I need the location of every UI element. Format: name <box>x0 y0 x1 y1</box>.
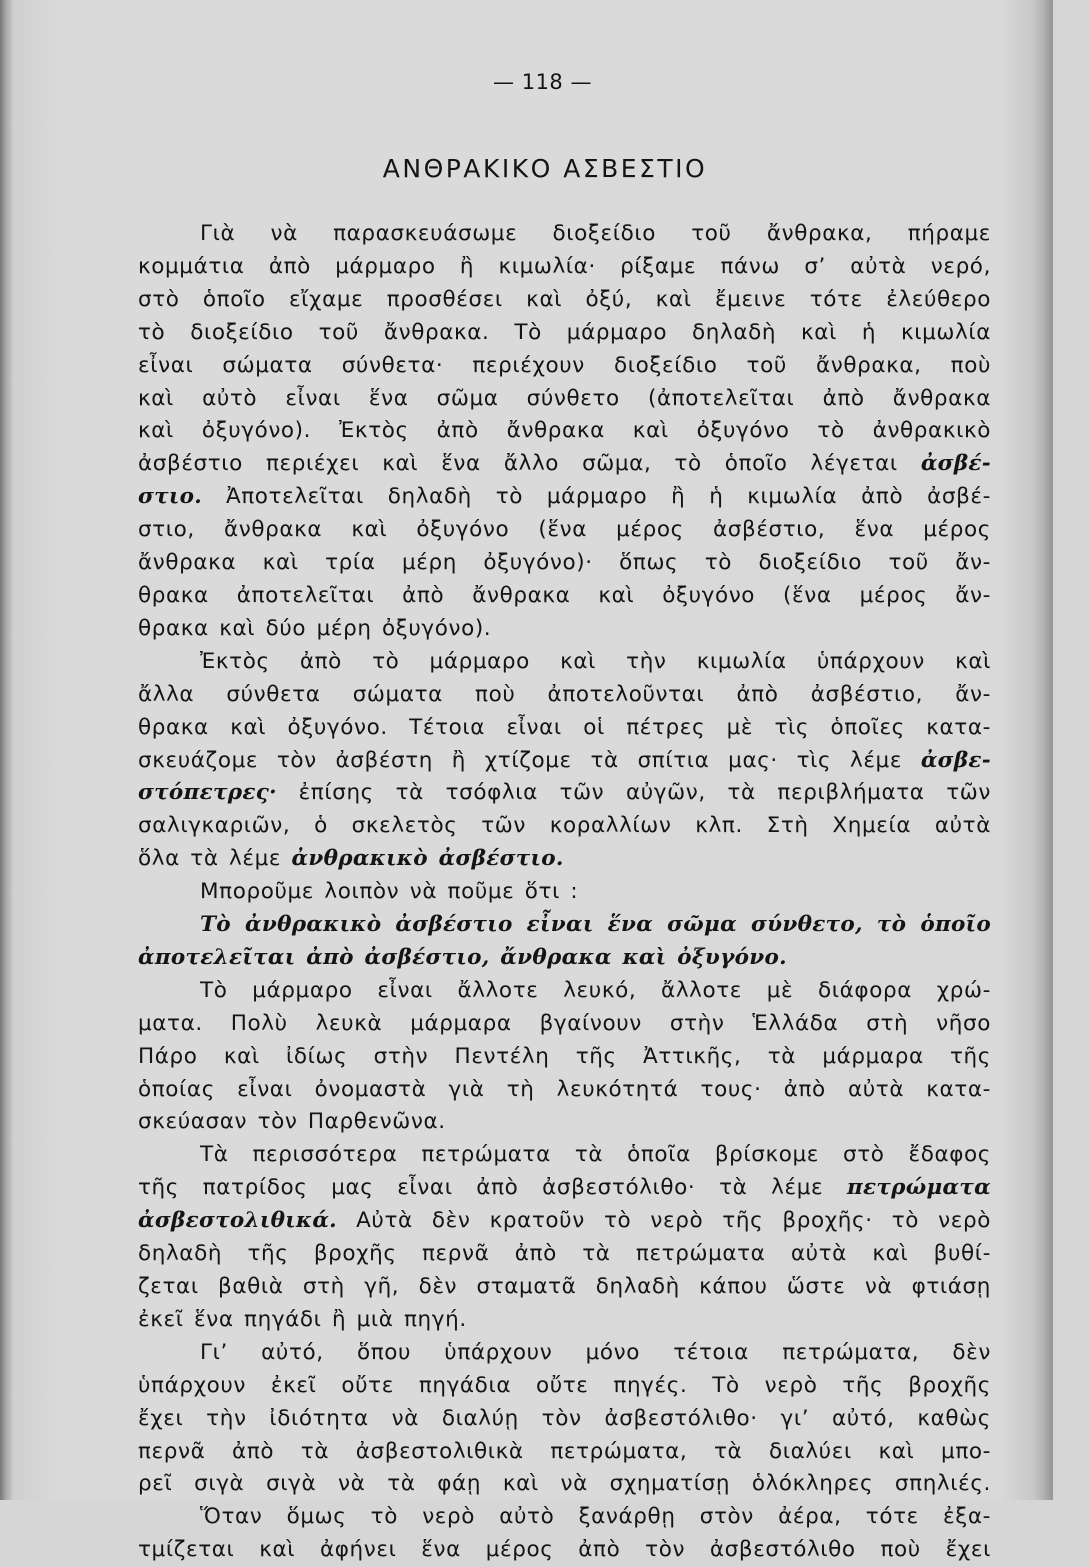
text-line: καὶ ὀξυγόνο). Ἐκτὸς ἀπὸ ἄνθρακα καὶ ὀξυγόνο τὸ ἀνθρακικὸ <box>138 418 991 444</box>
text-line: καὶ αὐτὸ εἶναι ἕνα σῶμα σύνθετο (ἀποτελεῖται ἀπὸ ἄνθρακα <box>138 385 991 411</box>
bold-term: ἀσβεστολιθικά. <box>138 1208 337 1234</box>
text-run: ἐπίσης τὰ τσόφλια τῶν αὐγῶν, τὰ περιβλήματα τῶν <box>298 780 991 806</box>
text-run: ἀσβέστιο περιέχει καὶ ἕνα ἄλλο σῶμα, τὸ ὁποῖο λέγεται <box>138 451 898 477</box>
text-line: κομμάτια ἀπὸ μάρμαρο ἢ κιμωλία· ρίξαμε πάνω σ’ αὐτὰ νερό, <box>138 253 991 279</box>
text-line: εἶναι σώματα σύνθετα· περιέχουν διοξείδιο τοῦ ἄνθρακα, ποὺ <box>138 352 991 378</box>
bold-term: πετρώματα <box>846 1175 991 1201</box>
text-line: Ἐκτὸς ἀπὸ τὸ μάρμαρο καὶ τὴν κιμωλία ὑπάρχουν καὶ <box>200 648 991 674</box>
text-line: ἔχει τὴν ἰδιότητα νὰ διαλύῃ τὸν ἀσβεστόλιθο· γι’ αὐτό, καθὼς <box>138 1405 991 1431</box>
page-spine-shadow <box>0 0 12 1500</box>
text-line: θρακα καὶ δύο μέρη ὀξυγόνο). <box>138 615 492 641</box>
bold-term: ἀσβε- <box>920 747 991 773</box>
bold-term: στόπετρες· <box>138 780 277 806</box>
text-line <box>138 745 991 778</box>
text-line: Τὸ μάρμαρο εἶναι ἄλλοτε λευκό, ἄλλοτε μὲ διάφορα χρώ- <box>200 977 991 1003</box>
text-line: τμίζεται καὶ ἀφήνει ἕνα μέρος ἀπὸ τὸν ἀσβεστόλιθο ποὺ ἔχει <box>138 1537 991 1563</box>
text-line <box>138 843 991 876</box>
text-run: Αὐτὰ δὲν κρατοῦν τὸ νερὸ τῆς βροχῆς· τὸ νερὸ <box>356 1208 992 1234</box>
page-edge-shadow <box>1033 0 1053 1500</box>
text-line: ρεῖ σιγὰ σιγὰ νὰ τὰ φάῃ καὶ νὰ σχηματίσῃ ὁλόκληρες σπηλιές. <box>138 1471 991 1497</box>
text-line: Τὰ περισσότερα πετρώματα τὰ ὁποῖα βρίσκομε στὸ ἔδαφος <box>200 1142 991 1168</box>
text-run: ὅλα τὰ λέμε <box>138 846 282 872</box>
text-line: Ὅταν ὅμως τὸ νερὸ αὐτὸ ξανάρθῃ στὸν ἀέρα, τότε ἐξα- <box>200 1504 991 1530</box>
text-line <box>138 1172 991 1205</box>
text-line: ἄλλα σύνθετα σώματα ποὺ ἀποτελοῦνται ἀπὸ ἀσβέστιο, ἄν- <box>138 681 991 707</box>
text-line: θρακα καὶ ὀξυγόνο. Τέτοια εἶναι οἱ πέτρες μὲ τὶς ὁποῖες κατα- <box>138 714 991 740</box>
text-line: ματα. Πολὺ λευκὰ μάρμαρα βγαίνουν στὴν Ἑλλάδα στὴ νῆσο <box>138 1010 991 1036</box>
text-line: περνᾶ ἀπὸ τὰ ἀσβεστολιθικὰ πετρώματα, τὰ διαλύει καὶ μπο- <box>138 1438 991 1464</box>
text-line: Μποροῦμε λοιπὸν νὰ ποῦμε ὅτι : <box>200 879 579 905</box>
text-line: δηλαδὴ τῆς βροχῆς περνᾶ ἀπὸ τὰ πετρώματα αὐτὰ καὶ βυθί- <box>138 1241 991 1267</box>
text-line: στὸ ὁποῖο εἴχαμε προσθέσει καὶ ὀξύ, καὶ ἔμεινε τότε ἐλεύθερο <box>138 286 991 312</box>
definition-line: ἀποτελεῖται ἀπὸ ἀσβέστιο, ἄνθρακα καὶ ὀξυγόνο. <box>138 944 787 970</box>
text-line: σκεύασαν τὸν Παρθενῶνα. <box>138 1109 446 1135</box>
bold-term: ἀσβέ- <box>920 451 991 477</box>
text-line: ἄνθρακα καὶ τρία μέρη ὀξυγόνο)· ὅπως τὸ διοξείδιο τοῦ ἄν- <box>138 550 991 576</box>
text-line: θρακα ἀποτελεῖται ἀπὸ ἄνθρακα καὶ ὀξυγόνο (ἕνα μέρος ἄν- <box>138 582 991 608</box>
text-line: Γι’ αὐτό, ὅπου ὑπάρχουν μόνο τέτοια πετρώματα, δὲν <box>200 1339 991 1365</box>
text-line: ἐκεῖ ἕνα πηγάδι ἢ μιὰ πηγή. <box>138 1306 467 1332</box>
text-line: ὑπάρχουν ἐκεῖ οὔτε πηγάδια οὔτε πηγές. Τὸ νερὸ τῆς βροχῆς <box>138 1372 991 1398</box>
text-line: ὁποίας εἶναι ὀνομαστὰ γιὰ τὴ λευκότητά τους· ἀπὸ αὐτὰ κατα- <box>138 1076 991 1102</box>
text-line: ζεται βαθιὰ στὴ γῆ, δὲν σταματᾶ δηλαδὴ κάπου ὥστε νὰ φτιάσῃ <box>138 1274 991 1299</box>
text-run: Ἀποτελεῖται δηλαδὴ τὸ μάρμαρο ἢ ἡ κιμωλία ἀπὸ ἀσβέ- <box>225 484 991 510</box>
text-line <box>138 1205 991 1238</box>
text-line: Γιὰ νὰ παρασκευάσωμε διοξείδιο τοῦ ἄνθρακα, πήραμε <box>200 221 991 246</box>
section-title: ΑΝΘΡΑΚΙΚΟ ΑΣΒΕΣΤΙΟ <box>382 154 708 183</box>
page-number: — 118 — <box>493 70 592 94</box>
body-text <box>138 218 991 1567</box>
text-line: Πάρο καὶ ἰδίως στὴν Πεντέλη τῆς Ἀττικῆς, τὰ μάρμαρα τῆς <box>138 1043 991 1069</box>
bold-term: στιο. <box>138 484 203 510</box>
text-line <box>138 777 991 810</box>
text-line <box>138 481 991 514</box>
text-line: σαλιγκαριῶν, ὁ σκελετὸς τῶν κοραλλίων κλπ. Στὴ Χημεία αὐτὰ <box>138 813 991 839</box>
definition-line: Τὸ ἀνθρακικὸ ἀσβέστιο εἶναι ἕνα σῶμα σύνθετο, τὸ ὁποῖο <box>200 912 991 938</box>
text-run: τῆς πατρίδος μας εἶναι ἀπὸ ἀσβεστόλιθο· τὰ λέμε <box>138 1175 824 1201</box>
text-line <box>138 448 991 481</box>
text-line: στιο, ἄνθρακα καὶ ὀξυγόνο (ἕνα μέρος ἀσβέστιο, ἕνα μέρος <box>138 517 991 543</box>
text-line: τὸ διοξείδιο τοῦ ἄνθρακα. Τὸ μάρμαρο δηλαδὴ καὶ ἡ κιμωλία <box>138 319 991 345</box>
bold-term: ἀνθρακικὸ ἀσβέστιο. <box>291 846 564 872</box>
text-run: σκευάζομε τὸν ἀσβέστη ἢ χτίζομε τὰ σπίτια μας· τὶς λέμε <box>138 747 903 773</box>
